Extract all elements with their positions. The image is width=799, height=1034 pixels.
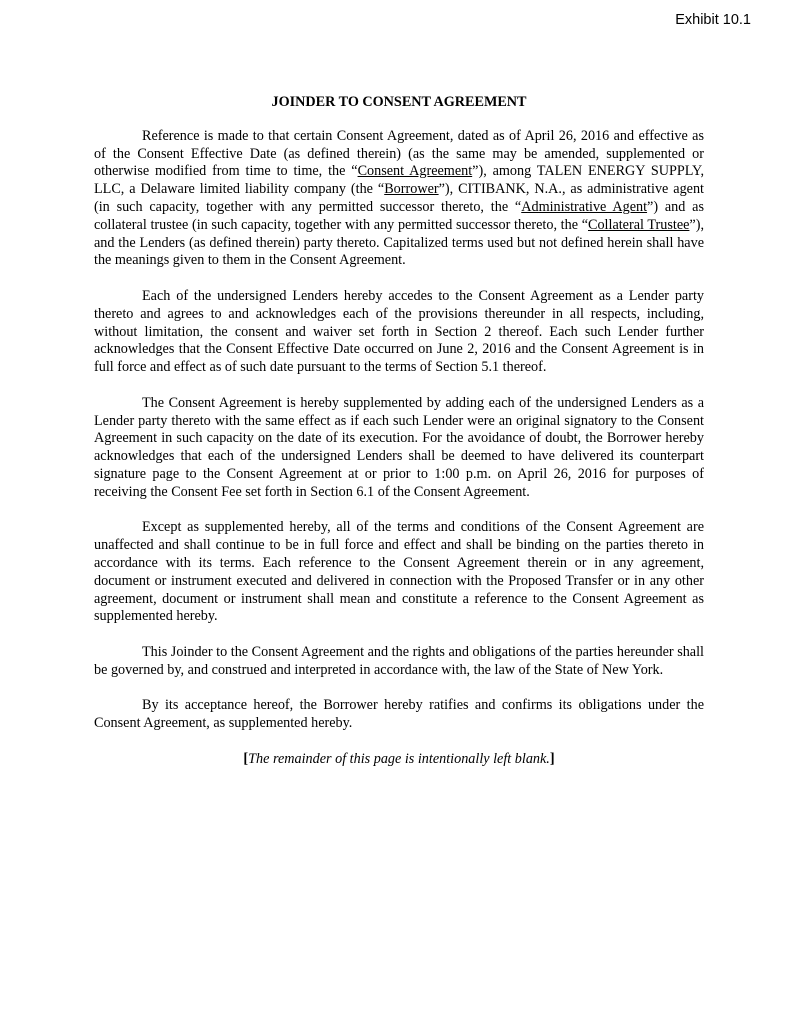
document-title: JOINDER TO CONSENT AGREEMENT (271, 94, 527, 110)
paragraph-effect: Except as supplemented hereby, all of the terms and conditions of the Consent Agreement are unaffected and shall continue to be in full force and effect and shall be binding on the parties thereto in accordance with its terms. Each reference to the Consent Agreement therein or in any agreement, document or instrument executed and delivered in connection with the Proposed Transfer or in any other agreement, document or instrument shall mean and constitute a reference to the Consent Agreement as supplemented hereby. (94, 519, 704, 625)
paragraph-supplement: The Consent Agreement is hereby supplemented by adding each of the undersigned Lenders as a Lender party thereto with the same effect as if each such Lender were an original signatory to the Consent Agreement in such capacity on the date of its execution. For the avoidance of doubt, the Borrower hereby acknowledges that each of the undersigned Lenders shall be deemed to have delivered its counterpart signature page to the Consent Agreement at or prior to 1:00 p.m. on April 26, 2016 for purposes of receiving the Consent Fee set forth in Section 6.1 of the Consent Agreement. (94, 394, 704, 500)
exhibit-label: Exhibit 10.1 (675, 12, 751, 28)
defined-term-consent-agreement: Consent Agreement (357, 163, 473, 180)
defined-term-borrower: Borrower (384, 181, 439, 198)
paragraph-text: ”) and as collateral trustee (in such capacity, together with any permitted successor thereto, the “ (94, 198, 704, 233)
defined-term-administrative-agent: Administrative Agent (521, 198, 648, 215)
intentionally-blank-text: The remainder of this page is intentionally left blank. (248, 750, 550, 767)
paragraph-text: ”), and the Lenders (as defined therein) party thereto. Capitalized terms used but not defined herein shall have the meanings given to them in the Consent Agreement. (94, 216, 704, 269)
defined-term-collateral-trustee: Collateral Trustee (588, 216, 690, 233)
document-body (94, 94, 704, 768)
paragraph-text: ”), among TALEN ENERGY SUPPLY, LLC, a Delaware limited liability company (the “ (94, 163, 704, 198)
close-bracket: ] (549, 750, 555, 767)
paragraph-text: Reference is made to that certain Consent Agreement, dated as of April 26, 2016 and effective as of the Consent Effective Date (as defined therein) (as the same may be amended, supplemented or otherwise modified from time to time, the “ (94, 127, 704, 180)
paragraph-text: ”), CITIBANK, N.A., as administrative agent (in such capacity, together with any permitted successor thereto, the “ (94, 181, 704, 215)
intentionally-blank-note (94, 751, 704, 769)
paragraph-governing-law: This Joinder to the Consent Agreement and the rights and obligations of the parties hereunder shall be governed by, and construed and interpreted in accordance with, the law of the State of New York. (94, 643, 704, 678)
paragraph-accession: Each of the undersigned Lenders hereby accedes to the Consent Agreement as a Lender party thereto and agrees to and acknowledges each of the provisions thereunder in all respects, including, without limitation, the consent and waiver set forth in Section 2 thereof. Each such Lender further acknowledges that the Consent Effective Date occurred on June 2, 2016 and the Consent Agreement is in full force and effect as of such date pursuant to the terms of Section 5.1 thereof. (94, 287, 704, 376)
open-bracket: [ (243, 750, 249, 767)
paragraph-reference (94, 128, 704, 270)
paragraph-ratification: By its acceptance hereof, the Borrower hereby ratifies and confirms its obligations under the Consent Agreement, as supplemented hereby. (94, 697, 704, 732)
